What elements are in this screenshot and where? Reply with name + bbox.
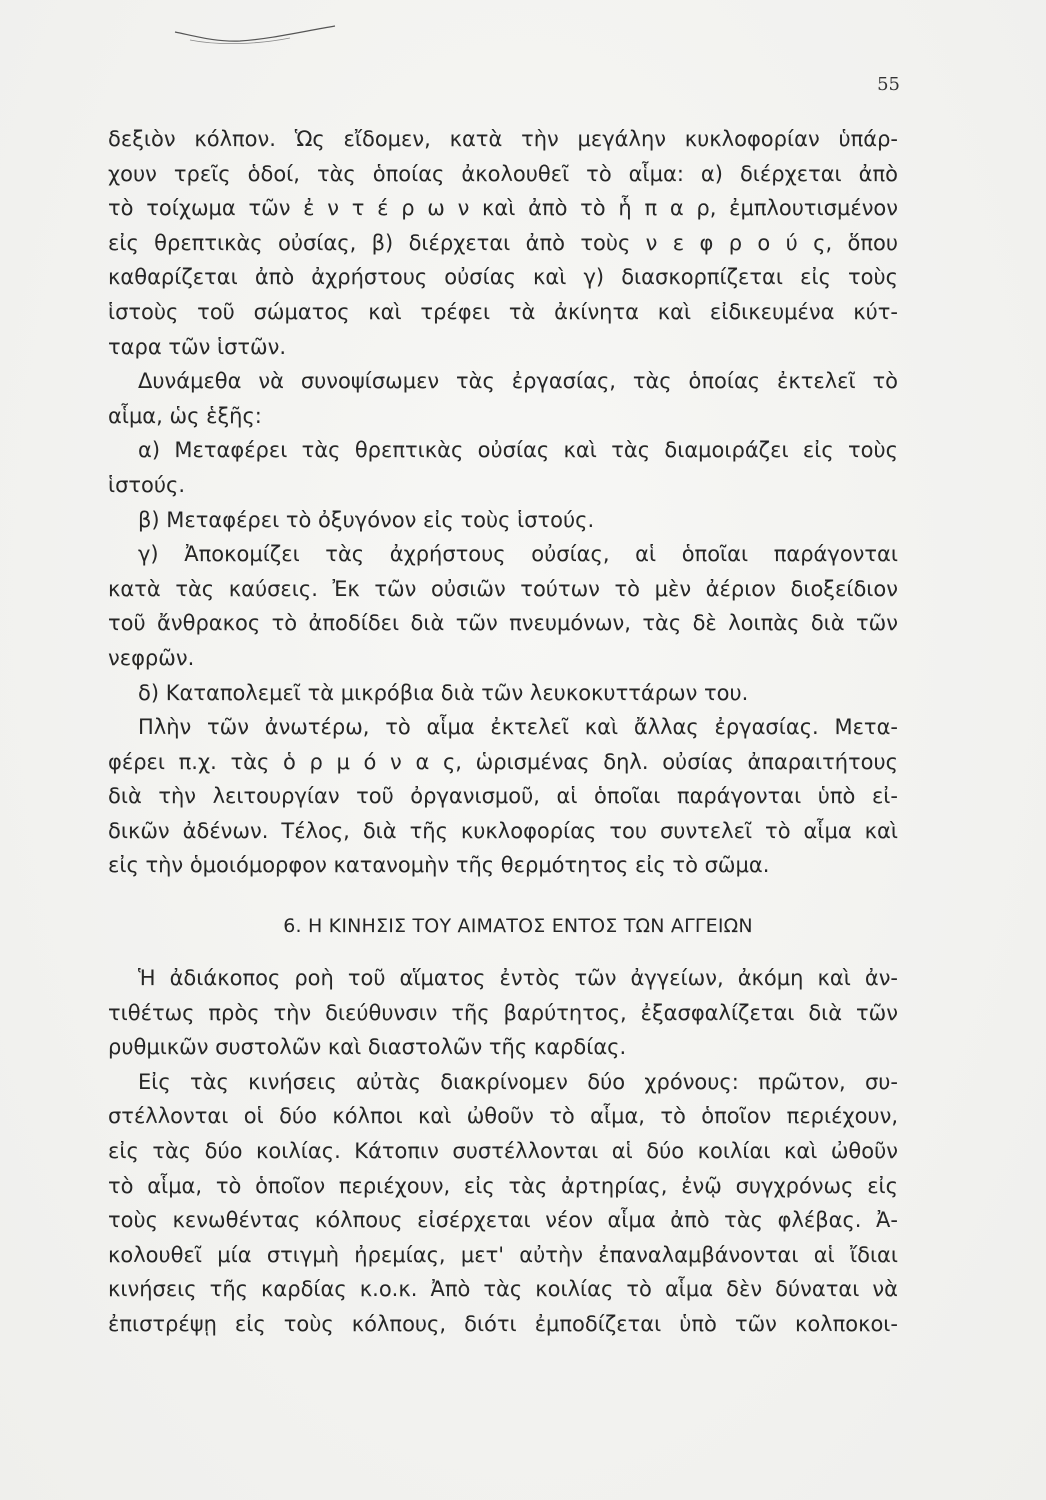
text-line: τιθέτως πρὸς τὴν διεύθυνσιν τῆς βαρύτητος, ἐξασφαλίζεται διὰ τῶν <box>108 1000 898 1025</box>
text-line: εἰς τὴν ὁμοιόμορφον κατανομὴν τῆς θερμότητος εἰς τὸ σῶμα. <box>108 853 770 878</box>
section-heading: 6. Η ΚΙΝΗΣΙΣ ΤΟΥ ΑΙΜΑΤΟΣ ΕΝΤΟΣ ΤΩΝ ΑΓΓΕΙΩΝ <box>283 915 753 938</box>
spacer <box>108 883 898 909</box>
text-line: δεξιὸν κόλπον. Ὡς εἴδομεν, κατὰ τὴν μεγάλην κυκλοφορίαν ὑπάρ- <box>108 127 898 151</box>
list-item-a: α) Μεταφέρει τὰς θρεπτικὰς οὐσίας καὶ τὰς διαμοιράζει εἰς τοὺς <box>138 438 898 463</box>
text-line: νεφρῶν. <box>108 645 195 670</box>
text-line: κολουθεῖ μία στιγμὴ ἠρεμίας, μετ' αὐτὴν ἐπαναλαμβάνονται αἱ ἴδιαι <box>108 1242 898 1267</box>
text-line: ρυθμικῶν συστολῶν καὶ διαστολῶν τῆς καρδίας. <box>108 1035 627 1060</box>
text-line: διὰ τὴν λειτουργίαν τοῦ ὀργανισμοῦ, αἱ ὁποῖαι παράγονται ὑπὸ εἰ- <box>108 784 898 809</box>
text-line: Πλὴν τῶν ἀνωτέρω, τὸ αἷμα ἐκτελεῖ καὶ ἄλλας ἐργασίας. Μετα- <box>138 715 898 740</box>
text-line: ἱστούς. <box>108 472 186 497</box>
text-line: τὸ τοίχωμα τῶν ἐ ν τ έ ρ ω ν καὶ ἀπὸ τὸ ἧ π α ρ, ἐμπλουτισμένον <box>108 196 898 221</box>
text-line: δικῶν ἀδένων. Τέλος, διὰ τῆς κυκλοφορίας του συντελεῖ τὸ αἷμα καὶ <box>108 818 898 843</box>
list-item-c: γ) Ἀποκομίζει τὰς ἀχρήστους οὐσίας, αἱ ὁποῖαι παράγονται <box>138 542 898 567</box>
text-line: ἐπιστρέψῃ εἰς τοὺς κόλπους, διότι ἐμποδίζεται ὑπὸ τῶν κολποκοι- <box>108 1312 898 1336</box>
text-line: κινήσεις τῆς καρδίας κ.ο.κ. Ἀπὸ τὰς κοιλίας τὸ αἷμα δὲν δύναται νὰ <box>108 1277 898 1302</box>
text-line: φέρει π.χ. τὰς ὁ ρ μ ό ν α ς, ὡρισμένας δηλ. οὐσίας ἀπαραιτήτους <box>108 749 898 774</box>
text-line: αἷμα, ὡς ἑξῆς: <box>108 403 262 428</box>
text-line: χουν τρεῖς ὁδοί, τὰς ὁποίας ἀκολουθεῖ τὸ αἷμα: α) διέρχεται ἀπὸ <box>108 161 898 186</box>
text-line: εἰς τὰς δύο κοιλίας. Κάτοπιν συστέλλονται αἱ δύο κοιλίαι καὶ ὠθοῦν <box>108 1139 898 1164</box>
text-line: καθαρίζεται ἀπὸ ἀχρήστους οὐσίας καὶ γ) διασκορπίζεται εἰς τοὺς <box>108 265 898 290</box>
text-line: στέλλονται οἱ δύο κόλποι καὶ ὠθοῦν τὸ αἷμα, τὸ ὁποῖον περιέχουν, <box>108 1104 898 1129</box>
text-line: Εἰς τὰς κινήσεις αὐτὰς διακρίνομεν δύο χρόνους: πρῶτον, συ- <box>138 1069 898 1094</box>
text-line: τοὺς κενωθέντας κόλπους εἰσέρχεται νέον αἷμα ἀπὸ τὰς φλέβας. Ἀ- <box>108 1208 898 1233</box>
text-line: Ἡ ἀδιάκοπος ροὴ τοῦ αἵματος ἐντὸς τῶν ἀγγείων, ἀκόμη καὶ ἀν- <box>138 966 898 991</box>
body-text <box>108 122 898 1342</box>
text-line: ἱστοὺς τοῦ σώματος καὶ τρέφει τὰ ἀκίνητα καὶ εἰδικευμένα κύτ- <box>108 299 898 324</box>
pencil-scribble-mark <box>170 22 340 52</box>
list-item-d: δ) Καταπολεμεῖ τὰ μικρόβια διὰ τῶν λευκοκυττάρων του. <box>138 680 749 705</box>
text-line: Δυνάμεθα νὰ συνοψίσωμεν τὰς ἐργασίας, τὰς ὁποίας ἐκτελεῖ τὸ <box>138 369 898 394</box>
text-line: τοῦ ἄνθρακος τὸ ἀποδίδει διὰ τῶν πνευμόνων, τὰς δὲ λοιπὰς διὰ τῶν <box>108 611 898 636</box>
list-item-b: β) Μεταφέρει τὸ ὀξυγόνον εἰς τοὺς ἱστούς. <box>138 507 595 532</box>
text-line: τὸ αἷμα, τὸ ὁποῖον περιέχουν, εἰς τὰς ἀρτηρίας, ἐνῷ συγχρόνως εἰς <box>108 1173 898 1198</box>
text-line: εἰς θρεπτικὰς οὐσίας, β) διέρχεται ἀπὸ τοὺς ν ε φ ρ ο ύ ς, ὅπου <box>108 230 898 255</box>
text-line: ταρα τῶν ἱστῶν. <box>108 334 287 359</box>
spacer <box>108 943 898 961</box>
page-number: 55 <box>877 74 900 95</box>
text-line: κατὰ τὰς καύσεις. Ἐκ τῶν οὐσιῶν τούτων τὸ μὲν ἀέριον διοξείδιον <box>108 576 898 601</box>
